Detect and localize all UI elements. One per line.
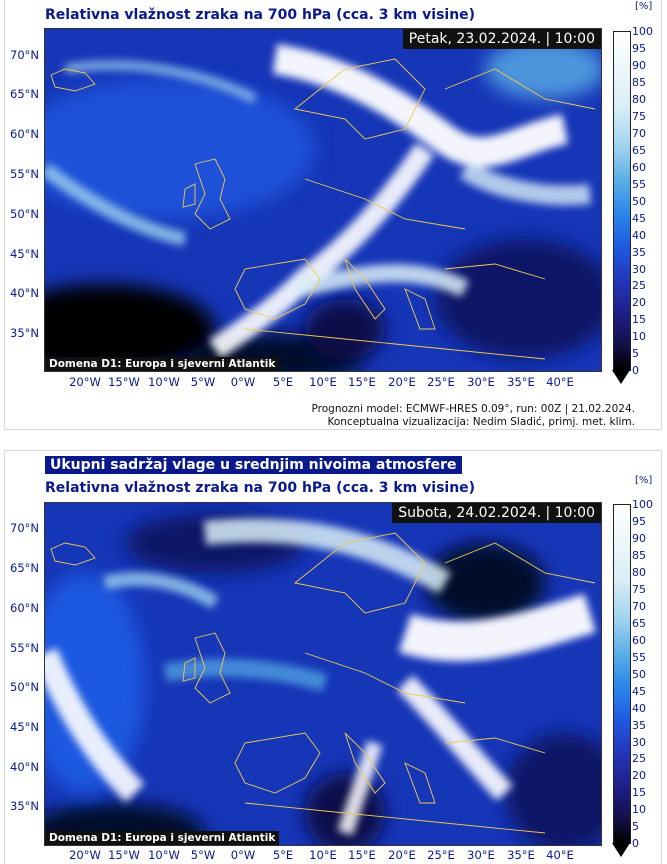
- map-subtitle: Relativna vlažnost zraka na 700 hPa (cca. 3 km visine): [45, 7, 476, 23]
- colorbar-tick: 15: [632, 313, 646, 326]
- lon-label: 15°W: [108, 375, 140, 389]
- colorbar-tick: 30: [632, 736, 646, 749]
- colorbar-tick: 95: [632, 42, 646, 55]
- colorbar-tick: 10: [632, 803, 646, 816]
- lon-label: 30°E: [467, 375, 495, 389]
- colorbar-tick: 75: [632, 583, 646, 596]
- model-credits: [312, 403, 636, 429]
- lon-label: 5°W: [190, 848, 216, 862]
- colorbar: [613, 31, 631, 371]
- colorbar-tick: 5: [632, 347, 639, 360]
- lon-label: 35°E: [507, 375, 535, 389]
- colorbar-tick: 50: [632, 195, 646, 208]
- lat-label: 55°N: [10, 641, 39, 655]
- colorbar-tick: 5: [632, 820, 639, 833]
- colorbar: [613, 504, 631, 844]
- colorbar-tick: 0: [632, 837, 639, 850]
- lon-label: 40°E: [546, 375, 574, 389]
- colorbar-tick: 95: [632, 515, 646, 528]
- forecast-panel-friday: [4, 0, 662, 430]
- colorbar-tick: 45: [632, 685, 646, 698]
- forecast-datetime: Subota, 24.02.2024. | 10:00: [392, 503, 601, 523]
- colorbar-tick: 90: [632, 532, 646, 545]
- colorbar-tick: 15: [632, 786, 646, 799]
- lon-label: 5°E: [272, 375, 294, 389]
- lon-label: 35°E: [507, 848, 535, 862]
- colorbar-tick: 80: [632, 566, 646, 579]
- colorbar-tick: 20: [632, 296, 646, 309]
- domain-label: Domena D1: Europa i sjeverni Atlantik: [45, 357, 279, 371]
- colorbar-tick: 65: [632, 144, 646, 157]
- lat-label: 35°N: [10, 799, 39, 813]
- humidity-map: [44, 28, 602, 372]
- colorbar-tick: 30: [632, 263, 646, 276]
- colorbar-tick: 25: [632, 279, 646, 292]
- lon-label: 10°W: [148, 375, 180, 389]
- colorbar-tick: 70: [632, 600, 646, 613]
- colorbar-extend-arrow: [612, 843, 630, 857]
- lon-label: 0°W: [230, 848, 256, 862]
- lat-label: 65°N: [10, 561, 39, 575]
- lat-label: 70°N: [10, 521, 39, 535]
- colorbar-unit: [%]: [635, 475, 653, 486]
- lat-label: 40°N: [10, 286, 39, 300]
- domain-label: Domena D1: Europa i sjeverni Atlantik: [45, 831, 279, 845]
- map-title-badge: Ukupni sadržaj vlage u srednjim nivoima atmosfere: [45, 456, 462, 474]
- colorbar-tick: 55: [632, 178, 646, 191]
- lon-label: 20°E: [388, 848, 416, 862]
- colorbar-tick: 10: [632, 330, 646, 343]
- lat-label: 55°N: [10, 167, 39, 181]
- map-subtitle: Relativna vlažnost zraka na 700 hPa (cca. 3 km visine): [45, 480, 476, 496]
- colorbar-tick: 45: [632, 212, 646, 225]
- lat-label: 35°N: [10, 326, 39, 340]
- forecast-datetime: Petak, 23.02.2024. | 10:00: [403, 29, 601, 49]
- colorbar-tick: 75: [632, 110, 646, 123]
- colorbar-tick: 85: [632, 76, 646, 89]
- lon-label: 15°E: [348, 848, 376, 862]
- lon-label: 20°E: [388, 375, 416, 389]
- lat-label: 65°N: [10, 87, 39, 101]
- colorbar-tick: 40: [632, 229, 646, 242]
- colorbar-tick: 85: [632, 549, 646, 562]
- lat-label: 70°N: [10, 48, 39, 62]
- colorbar-tick: 60: [632, 634, 646, 647]
- lon-label: 20°W: [69, 848, 101, 862]
- colorbar-tick: 60: [632, 161, 646, 174]
- colorbar-tick: 90: [632, 59, 646, 72]
- colorbar-tick: 55: [632, 651, 646, 664]
- lat-label: 45°N: [10, 720, 39, 734]
- lat-label: 60°N: [10, 601, 39, 615]
- lon-label: 0°W: [230, 375, 256, 389]
- lat-label: 50°N: [10, 680, 39, 694]
- humidity-map: [44, 502, 602, 846]
- colorbar-tick: 100: [632, 498, 653, 511]
- colorbar-tick: 65: [632, 617, 646, 630]
- lat-label: 40°N: [10, 760, 39, 774]
- lat-label: 50°N: [10, 207, 39, 221]
- colorbar-tick: 100: [632, 25, 653, 38]
- colorbar-tick: 70: [632, 127, 646, 140]
- lat-label: 45°N: [10, 247, 39, 261]
- forecast-panel-saturday: [4, 450, 662, 864]
- colorbar-tick: 0: [632, 364, 639, 377]
- lon-label: 10°E: [309, 375, 337, 389]
- lon-label: 10°E: [309, 848, 337, 862]
- author-info: Konceptualna vizualizacija: Nedim Sladić, primj. met. klim.: [327, 416, 635, 428]
- lon-label: 10°W: [148, 848, 180, 862]
- colorbar-unit: [%]: [635, 1, 653, 12]
- colorbar-tick: 80: [632, 93, 646, 106]
- lon-label: 15°E: [348, 375, 376, 389]
- colorbar-tick: 40: [632, 702, 646, 715]
- lon-label: 25°E: [427, 848, 455, 862]
- lon-label: 40°E: [546, 848, 574, 862]
- lat-label: 60°N: [10, 127, 39, 141]
- humidity-field: [45, 29, 601, 371]
- colorbar-tick: 25: [632, 752, 646, 765]
- colorbar-extend-arrow: [612, 370, 630, 384]
- colorbar-tick: 35: [632, 719, 646, 732]
- humidity-field: [45, 503, 601, 845]
- colorbar-tick: 50: [632, 668, 646, 681]
- model-info: Prognozni model: ECMWF-HRES 0.09°, run: 00Z | 21.02.2024.: [311, 403, 635, 415]
- lon-label: 5°W: [190, 375, 216, 389]
- lon-label: 20°W: [69, 375, 101, 389]
- colorbar-tick: 35: [632, 246, 646, 259]
- colorbar-tick: 20: [632, 769, 646, 782]
- lon-label: 15°W: [108, 848, 140, 862]
- lon-label: 5°E: [272, 848, 294, 862]
- lon-label: 30°E: [467, 848, 495, 862]
- lon-label: 25°E: [427, 375, 455, 389]
